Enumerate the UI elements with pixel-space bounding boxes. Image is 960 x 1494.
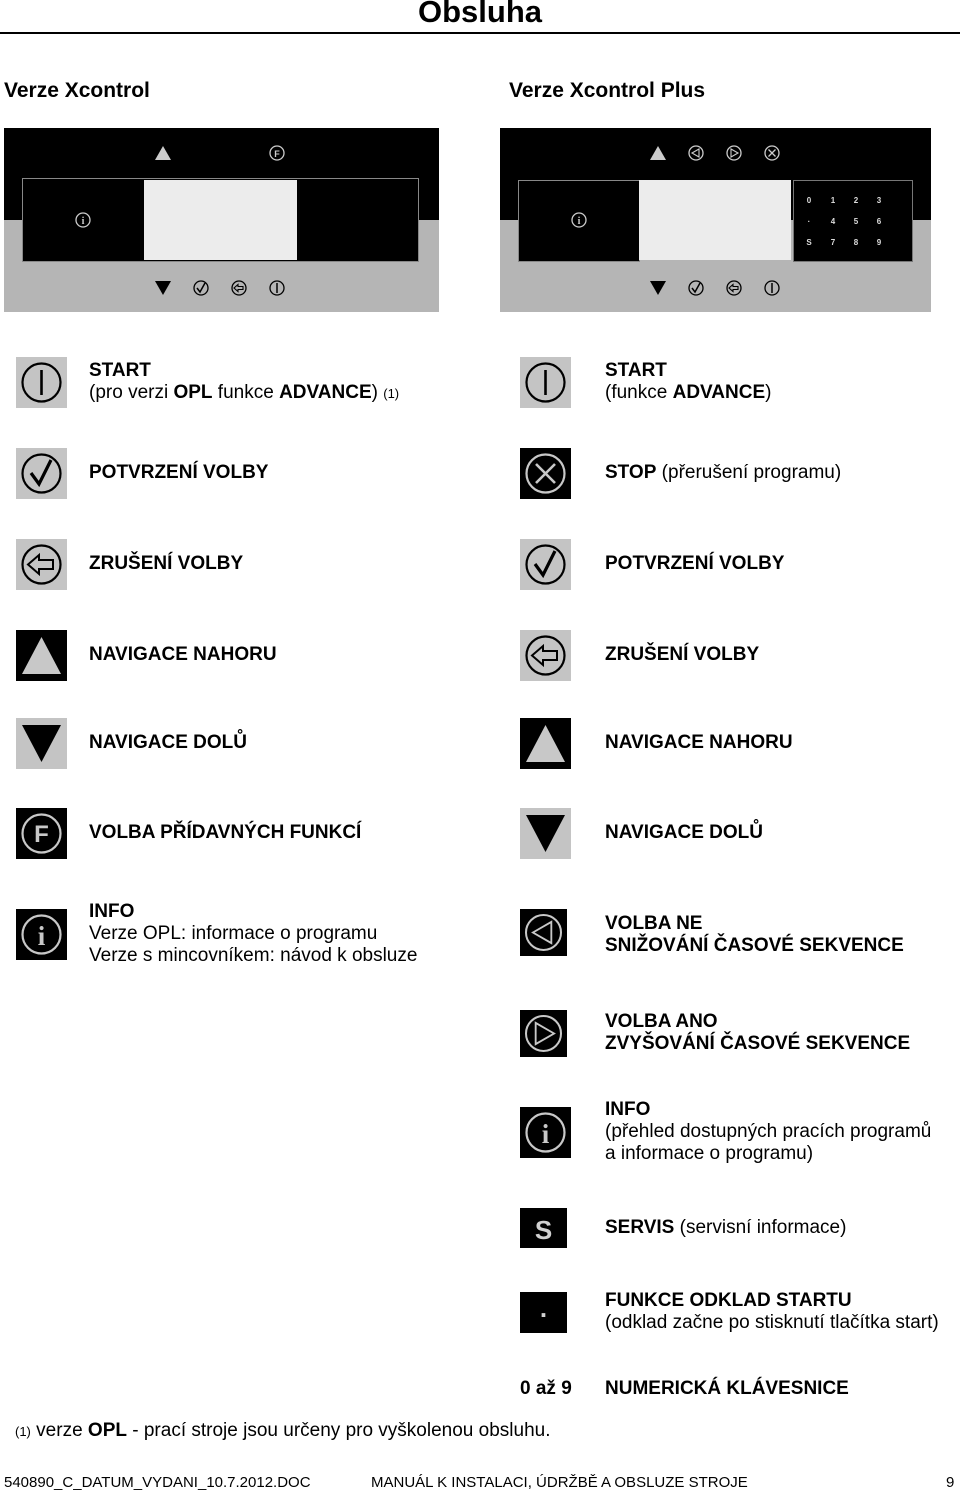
numeric-keypad: 0 1 2 3 · 4 5 6 S 7 8 9 xyxy=(793,180,913,262)
left-item-nav-up: NAVIGACE NAHORU xyxy=(89,644,277,665)
heading-xcontrol: Verze Xcontrol xyxy=(4,79,150,102)
right-item-nav-up: NAVIGACE NAHORU xyxy=(605,732,793,753)
dot-icon: . xyxy=(520,1292,567,1333)
stop-x-icon xyxy=(520,448,571,499)
left-item-info: INFO Verze OPL: informace o programu Verze s mincovníkem: návod k obsluze xyxy=(89,901,418,966)
title-divider xyxy=(0,32,960,34)
svg-text:i: i xyxy=(81,216,85,227)
svg-text:i: i xyxy=(37,921,46,951)
footnote: (1) verze OPL - prací stroje jsou určeny pro vyškolenou obsluhu. xyxy=(15,1420,551,1441)
right-item-numeric-keypad: NUMERICKÁ KLÁVESNICE xyxy=(605,1378,849,1399)
right-arrow-icon xyxy=(725,144,743,162)
footer-doc-id: 540890_C_DATUM_VYDANI_10.7.2012.DOC xyxy=(4,1474,311,1491)
down-triangle-icon xyxy=(16,718,67,769)
check-icon xyxy=(520,539,571,590)
start-icon xyxy=(520,357,571,408)
right-item-choice-yes: VOLBA ANO ZVYŠOVÁNÍ ČASOVÉ SEKVENCE xyxy=(605,1011,911,1054)
left-item-cancel: ZRUŠENÍ VOLBY xyxy=(89,553,244,574)
up-triangle-icon xyxy=(154,144,172,162)
down-triangle-icon xyxy=(154,279,172,297)
left-arrow-icon xyxy=(687,144,705,162)
right-item-start: START (funkce ADVANCE) xyxy=(605,360,772,403)
numeric-range-label: 0 až 9 xyxy=(520,1378,572,1399)
xcontrol-plus-panel-image xyxy=(500,128,931,312)
down-triangle-icon xyxy=(649,279,667,297)
right-item-cancel: ZRUŠENÍ VOLBY xyxy=(605,644,760,665)
svg-text:i: i xyxy=(577,216,581,227)
back-arrow-icon xyxy=(16,539,67,590)
start-icon xyxy=(16,357,67,408)
up-triangle-icon xyxy=(16,630,67,681)
up-triangle-icon xyxy=(649,144,667,162)
left-item-confirm: POTVRZENÍ VOLBY xyxy=(89,462,269,483)
footer-manual-title: MANUÁL K INSTALACI, ÚDRŽBĚ A OBSLUZE STROJE xyxy=(371,1474,748,1491)
check-icon xyxy=(687,279,705,297)
f-function-icon xyxy=(268,144,286,162)
check-icon xyxy=(16,448,67,499)
info-icon xyxy=(16,909,67,960)
back-arrow-icon xyxy=(725,279,743,297)
right-item-service: SERVIS (servisní informace) xyxy=(605,1217,847,1238)
right-arrow-icon xyxy=(520,1010,567,1057)
right-item-nav-down: NAVIGACE DOLŮ xyxy=(605,822,763,843)
svg-text:F: F xyxy=(34,821,49,848)
s-service-icon: S xyxy=(520,1208,567,1248)
down-triangle-icon xyxy=(520,808,571,859)
left-item-nav-down: NAVIGACE DOLŮ xyxy=(89,732,247,753)
start-icon xyxy=(763,279,781,297)
svg-text:i: i xyxy=(541,1119,550,1149)
check-icon xyxy=(192,279,210,297)
info-icon xyxy=(570,211,588,229)
footer-page-number: 9 xyxy=(946,1474,955,1491)
left-item-extra-functions: VOLBA PŘÍDAVNÝCH FUNKCÍ xyxy=(89,822,362,843)
right-item-confirm: POTVRZENÍ VOLBY xyxy=(605,553,785,574)
right-item-info: INFO (přehled dostupných pracích programů a informace o programu) xyxy=(605,1099,932,1164)
left-item-start: START (pro verzi OPL funkce ADVANCE) (1) xyxy=(89,360,400,403)
stop-x-icon xyxy=(763,144,781,162)
heading-xcontrol-plus: Verze Xcontrol Plus xyxy=(509,79,706,102)
right-item-choice-no: VOLBA NE SNIŽOVÁNÍ ČASOVÉ SEKVENCE xyxy=(605,913,904,956)
page-title: Obsluha xyxy=(417,0,542,29)
left-arrow-icon xyxy=(520,909,567,956)
back-arrow-icon xyxy=(520,630,571,681)
back-arrow-icon xyxy=(230,279,248,297)
info-icon xyxy=(74,211,92,229)
right-item-stop: STOP (přerušení programu) xyxy=(605,462,842,483)
xcontrol-panel-image xyxy=(4,128,439,312)
svg-text:F: F xyxy=(274,149,280,159)
right-item-delay-start: FUNKCE ODKLAD STARTU (odklad začne po stisknutí tlačítka start) xyxy=(605,1290,939,1333)
f-function-icon xyxy=(16,808,67,859)
info-icon xyxy=(520,1107,571,1158)
up-triangle-icon xyxy=(520,718,571,769)
start-icon xyxy=(268,279,286,297)
